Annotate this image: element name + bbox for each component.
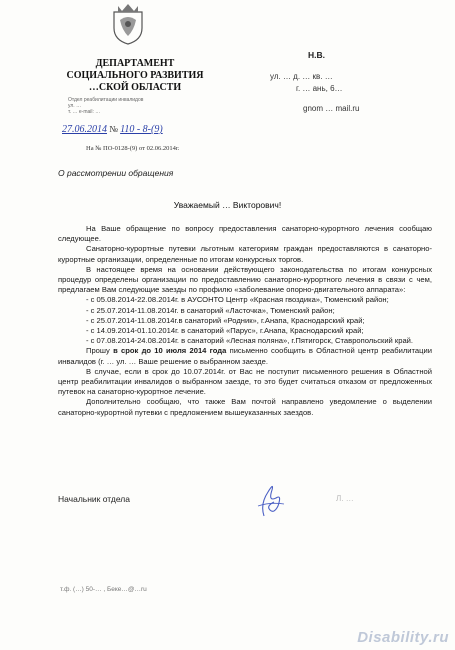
recipient-email: gnom … mail.ru xyxy=(303,104,360,113)
department-line-3: …СКОЙ ОБЛАСТИ xyxy=(88,82,182,93)
greeting: Уважаемый … Викторович! xyxy=(173,200,282,210)
letter-body xyxy=(58,224,432,418)
footer-contacts: т.ф. (…) 50-… , Беке…@…ru xyxy=(60,586,147,593)
list-item: - с 07.08.2014-24.08.2014г. в санаторий «Лесная поляна», г.Пятигорск, Ставропольский край. xyxy=(86,336,414,346)
handwritten-signature xyxy=(250,476,290,520)
paragraph-3: В настоящее время на основании действующего законодательства по итогам конкурсных процедур определены организации по предоставлению санаторно-курортного лечения в связи с чем, предлагаем Вам следующие заезды по профилю «заболевание опорно-двигательного аппарата»: xyxy=(58,264,432,295)
watermark: Disability.ru xyxy=(357,629,449,646)
department-subdivision: Отдел реабилитации инвалидов xyxy=(68,97,144,103)
paragraph-2: Санаторно-курортные путевки льготным категориям граждан предоставляются в санаторно-курортные организации, определенные по итогам конкурсных торгов. xyxy=(58,244,432,264)
department-line-1: ДЕПАРТАМЕНТ xyxy=(95,58,175,69)
recipient-address-line-1: ул. … д. … кв. … xyxy=(270,72,333,81)
paragraph-4 xyxy=(58,346,432,366)
list-item: - с 14.09.2014-01.10.2014г. в санаторий «Парус», г.Анапа, Краснодарский край; xyxy=(86,326,364,336)
reference-line: На № ПО-0128-(9) от 02.06.2014г. xyxy=(86,145,180,152)
paragraph-5: В случае, если в срок до 10.07.2014г. от Вас не поступит письменного решения в Областной центр реабилитации инвалидов о выбранном заезде, то это будет считаться отказом от предложенных путевок на санаторно-курортное лечение. xyxy=(58,366,432,397)
department-contacts: т. … e-mail: … xyxy=(68,109,101,115)
deadline-bold: в срок до 10 июля 2014 года xyxy=(113,346,227,356)
paragraph-4-end: письменно сообщить в Областной центр реабилитации инвалидов (г. … ул. … Ваше решение о выбранном заезде. xyxy=(58,346,432,366)
recipient-address-line-2: г. … ань, 6… xyxy=(296,84,343,93)
registration-line xyxy=(62,124,163,135)
paragraph-4-start: Прошу xyxy=(86,346,114,356)
paragraph-1: На Ваше обращение по вопросу предоставления санаторно-курортного лечения сообщаю следующее. xyxy=(58,224,432,244)
registration-date: 27.06.2014 xyxy=(62,124,107,135)
signatory-title: Начальник отдела xyxy=(58,494,130,504)
department-name xyxy=(40,58,230,94)
recipient-name: Н.В. xyxy=(308,50,325,60)
department-line-2: СОЦИАЛЬНОГО РАЗВИТИЯ xyxy=(66,70,204,81)
department-details xyxy=(68,97,238,115)
list-item: - с 25.07.2014-11.08.2014г. в санаторий «Ласточка», Тюменский район; xyxy=(86,305,335,315)
department-address: ул. … xyxy=(68,103,82,109)
registration-number-sign: № xyxy=(109,124,118,134)
paragraph-6: Дополнительно сообщаю, что также Вам почтой направлено уведомление о выделении санаторно-курортной путевки с предложением вышеуказанных заездов. xyxy=(58,397,432,417)
coat-of-arms-emblem xyxy=(108,2,148,46)
signatory-name: Л. … xyxy=(336,494,354,503)
registration-number: 110 - 8-(9) xyxy=(120,124,163,135)
letter-subject: О рассмотрении обращения xyxy=(58,168,174,178)
list-item: - с 25.07.2014-11.08.2014г.в санаторий «Родник», г.Анапа, Краснодарский край; xyxy=(86,315,365,325)
list-item: - с 05.08.2014-22.08.2014г. в АУСОНТО Центр «Красная гвоздика», Тюменский район; xyxy=(86,295,389,305)
